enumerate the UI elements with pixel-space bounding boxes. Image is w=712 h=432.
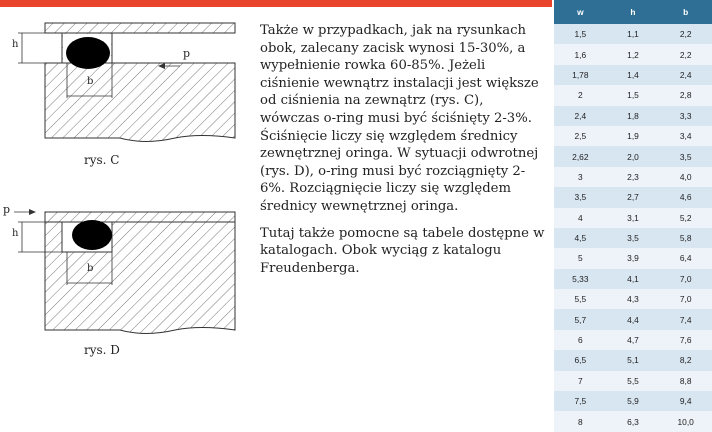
table-row <box>554 85 712 105</box>
figure-c-h-label: h <box>12 39 19 50</box>
table-row <box>554 330 712 350</box>
table-cell: 2,2 <box>659 44 712 64</box>
table-cell: 3,5 <box>607 228 660 248</box>
top-accent-bar <box>0 0 552 7</box>
table-cell: 2 <box>554 85 607 105</box>
table-cell: 6,5 <box>554 350 607 370</box>
oring-dimension-table <box>554 0 712 432</box>
table-header-w: w <box>554 0 607 24</box>
figure-d <box>0 190 240 365</box>
table-cell: 8,8 <box>659 371 712 391</box>
table-row <box>554 228 712 248</box>
table-header-row <box>554 0 712 24</box>
table-cell: 1,5 <box>554 24 607 44</box>
body-text <box>260 22 545 286</box>
table-row <box>554 289 712 309</box>
figure-d-b-label: b <box>87 263 94 274</box>
table-row <box>554 106 712 126</box>
o-ring-d <box>72 220 112 250</box>
table-cell: 1,4 <box>607 65 660 85</box>
table-cell: 6,4 <box>659 248 712 268</box>
table-row <box>554 309 712 329</box>
table-cell: 5,7 <box>554 309 607 329</box>
table-cell: 2,5 <box>554 126 607 146</box>
figure-d-drawing <box>0 190 240 365</box>
paragraph-1: Także w przypadkach, jak na rysunkach obok, zalecany zacisk wynosi 15-30%, a wypełnienie rowka 60-85%. Jeżeli ciśnienie wewnątrz instalacji jest większe od ciśnienia na zewnątrz (rys. C), wówczas o-ring musi być ściśnięty 2-3%. Ściśnięcie liczy się względem średnicy zewnętrznej oringa. W sytuacji odwrotnej (rys. D), o-ring musi być rozciągnięty 2-6%. Rozciągnięcie liczy się względem średnicy wewnętrznej oringa. <box>260 23 539 214</box>
table-cell: 3,5 <box>554 187 607 207</box>
figure-c-p-label: p <box>183 47 191 60</box>
table-cell: 6 <box>554 330 607 350</box>
table-cell: 4,4 <box>607 309 660 329</box>
table-cell: 4,7 <box>607 330 660 350</box>
table-cell: 7,6 <box>659 330 712 350</box>
figure-c-caption: rys. C <box>84 153 120 167</box>
table-cell: 7,4 <box>659 309 712 329</box>
figure-d-caption: rys. D <box>84 343 120 357</box>
table-header-b: b <box>659 0 712 24</box>
table-cell: 7,5 <box>554 391 607 411</box>
figure-d-h-label: h <box>12 228 19 239</box>
table-cell: 4,3 <box>607 289 660 309</box>
table-row <box>554 187 712 207</box>
table-header-h: h <box>607 0 660 24</box>
table-cell: 1,6 <box>554 44 607 64</box>
figure-d-p-label: p <box>3 203 11 216</box>
table-cell: 2,8 <box>659 85 712 105</box>
figure-c <box>0 8 240 178</box>
table-cell: 8 <box>554 411 607 431</box>
paragraph-2: Tutaj także pomocne są tabele dostępne w katalogach. Obok wyciąg z katalogu Freudenberga. <box>260 225 545 276</box>
table-row <box>554 391 712 411</box>
table-cell: 10,0 <box>659 411 712 431</box>
table-cell: 1,8 <box>607 106 660 126</box>
table-cell: 7,0 <box>659 289 712 309</box>
table-cell: 3,3 <box>659 106 712 126</box>
o-ring-c <box>66 37 110 69</box>
table-cell: 6,3 <box>607 411 660 431</box>
table-cell: 3,9 <box>607 248 660 268</box>
table-cell: 1,1 <box>607 24 660 44</box>
table-cell: 2,7 <box>607 187 660 207</box>
table-row <box>554 146 712 166</box>
table-cell: 3,5 <box>659 146 712 166</box>
table-cell: 2,4 <box>659 65 712 85</box>
table-row <box>554 350 712 370</box>
table-cell: 1,9 <box>607 126 660 146</box>
table-cell: 3 <box>554 167 607 187</box>
table-cell: 1,2 <box>607 44 660 64</box>
table-cell: 2,62 <box>554 146 607 166</box>
table-cell: 5,1 <box>607 350 660 370</box>
table-cell: 7 <box>554 371 607 391</box>
table-cell: 1,78 <box>554 65 607 85</box>
table-cell: 1,5 <box>607 85 660 105</box>
figure-c-drawing <box>0 8 240 178</box>
table-row <box>554 411 712 431</box>
table-cell: 7,0 <box>659 269 712 289</box>
table-cell: 4,1 <box>607 269 660 289</box>
table-cell: 2,4 <box>554 106 607 126</box>
table-cell: 4 <box>554 208 607 228</box>
table-cell: 5,5 <box>554 289 607 309</box>
table-row <box>554 269 712 289</box>
table-cell: 5,8 <box>659 228 712 248</box>
table-row <box>554 248 712 268</box>
table-cell: 5,9 <box>607 391 660 411</box>
table-row <box>554 126 712 146</box>
table-row <box>554 371 712 391</box>
table-cell: 3,1 <box>607 208 660 228</box>
figure-c-b-label: b <box>87 76 94 87</box>
table-cell: 3,4 <box>659 126 712 146</box>
table-cell: 2,2 <box>659 24 712 44</box>
table-cell: 9,4 <box>659 391 712 411</box>
table-row <box>554 24 712 44</box>
table-row <box>554 44 712 64</box>
table-cell: 2,0 <box>607 146 660 166</box>
table-cell: 4,6 <box>659 187 712 207</box>
table-cell: 5,2 <box>659 208 712 228</box>
table-row <box>554 208 712 228</box>
table-cell: 8,2 <box>659 350 712 370</box>
table-cell: 2,3 <box>607 167 660 187</box>
table-cell: 5,33 <box>554 269 607 289</box>
table-row <box>554 65 712 85</box>
table-row <box>554 167 712 187</box>
table-cell: 4,5 <box>554 228 607 248</box>
table-cell: 4,0 <box>659 167 712 187</box>
table-cell: 5,5 <box>607 371 660 391</box>
table-cell: 5 <box>554 248 607 268</box>
